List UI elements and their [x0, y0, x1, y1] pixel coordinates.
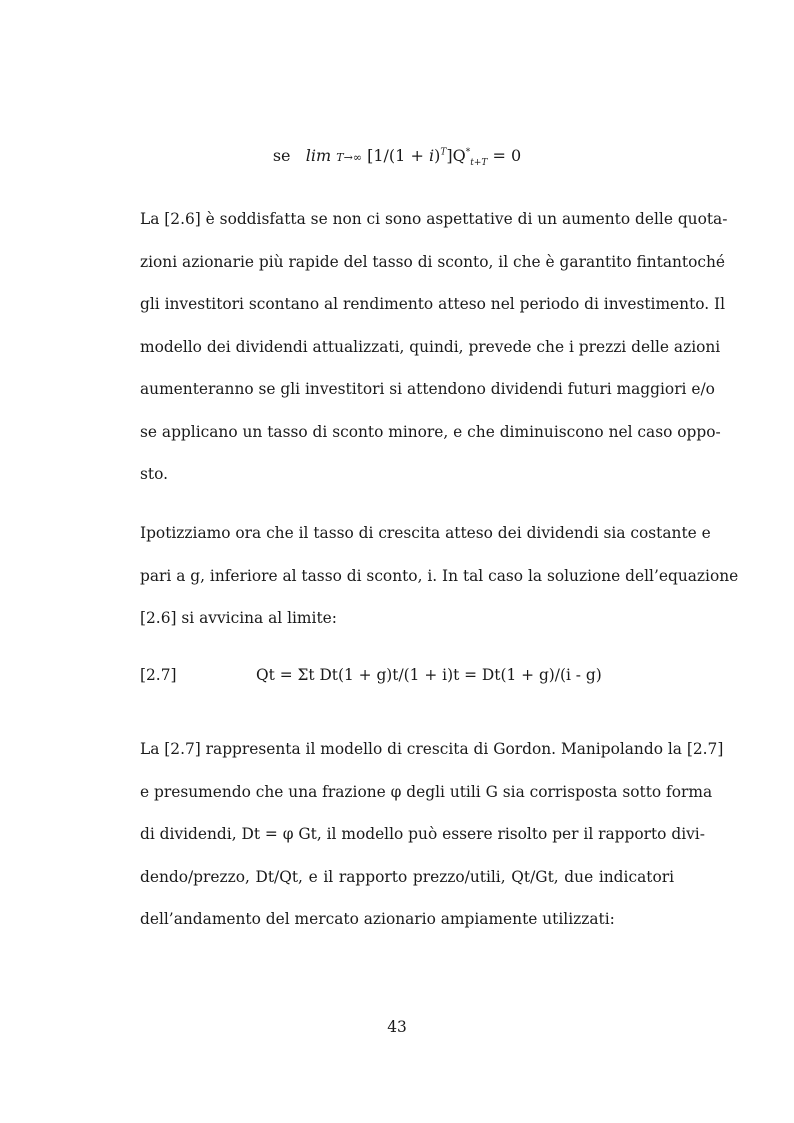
- equation-body: Qt = Σt Dt(1 + g)t/(1 + i)t = Dt(1 + g)/(i - g): [256, 666, 602, 684]
- text-line: se applicano un tasso di sconto minore, e che diminuiscono nel caso oppo-: [140, 422, 721, 441]
- text-line: dell’andamento del mercato azionario ampiamente utilizzati:: [140, 910, 615, 928]
- text-line: aumenteranno se gli investitori si attendono dividendi futuri maggiori e/o: [140, 380, 715, 398]
- text-line: [2.6] si avvicina al limite:: [140, 609, 337, 627]
- text-line: La [2.7] rappresenta il modello di crescita di Gordon. Manipolando la [2.7]: [140, 740, 724, 758]
- paragraph-2: [140, 512, 739, 640]
- text-line: dendo/prezzo, Dt/Qt, e il rapporto prezzo/utili, Qt/Gt, due indicatori: [140, 867, 674, 886]
- text-line: Ipotizziamo ora che il tasso di crescita atteso dei dividendi sia costante e: [140, 524, 711, 542]
- paragraph-3: [140, 728, 724, 941]
- limit-equation: [0, 146, 794, 168]
- gordon-equation: [140, 666, 674, 696]
- text-line: pari a g, inferiore al tasso di sconto, i. In tal caso la soluzione dell’equazione: [140, 566, 739, 585]
- text-line: di dividendi, Dt = φ Gt, il modello può essere risolto per il rapporto divi-: [140, 825, 705, 843]
- equation-prefix: se: [272, 146, 291, 165]
- paragraph-1: [140, 198, 728, 496]
- text-line: gli investitori scontano al rendimento atteso nel periodo di investimento. Il: [140, 295, 726, 313]
- equation-expression: lim T→∞ $[1/(1 + i)^T]Q^*_{t+T} = 0$: [305, 146, 522, 169]
- text-line: zioni azionarie più rapide del tasso di sconto, il che è garantito fintantoché: [140, 252, 726, 271]
- page-number: 43: [387, 1018, 407, 1036]
- text-line: La [2.6] è soddisfatta se non ci sono aspettative di un aumento delle quota-: [140, 210, 728, 228]
- equation-number: [2.7]: [140, 666, 177, 684]
- text-line: modello dei dividendi attualizzati, quindi, prevede che i prezzi delle azioni: [140, 337, 721, 356]
- text-line: e presumendo che una frazione φ degli utili G sia corrisposta sotto forma: [140, 782, 713, 801]
- text-line: sto.: [140, 465, 168, 483]
